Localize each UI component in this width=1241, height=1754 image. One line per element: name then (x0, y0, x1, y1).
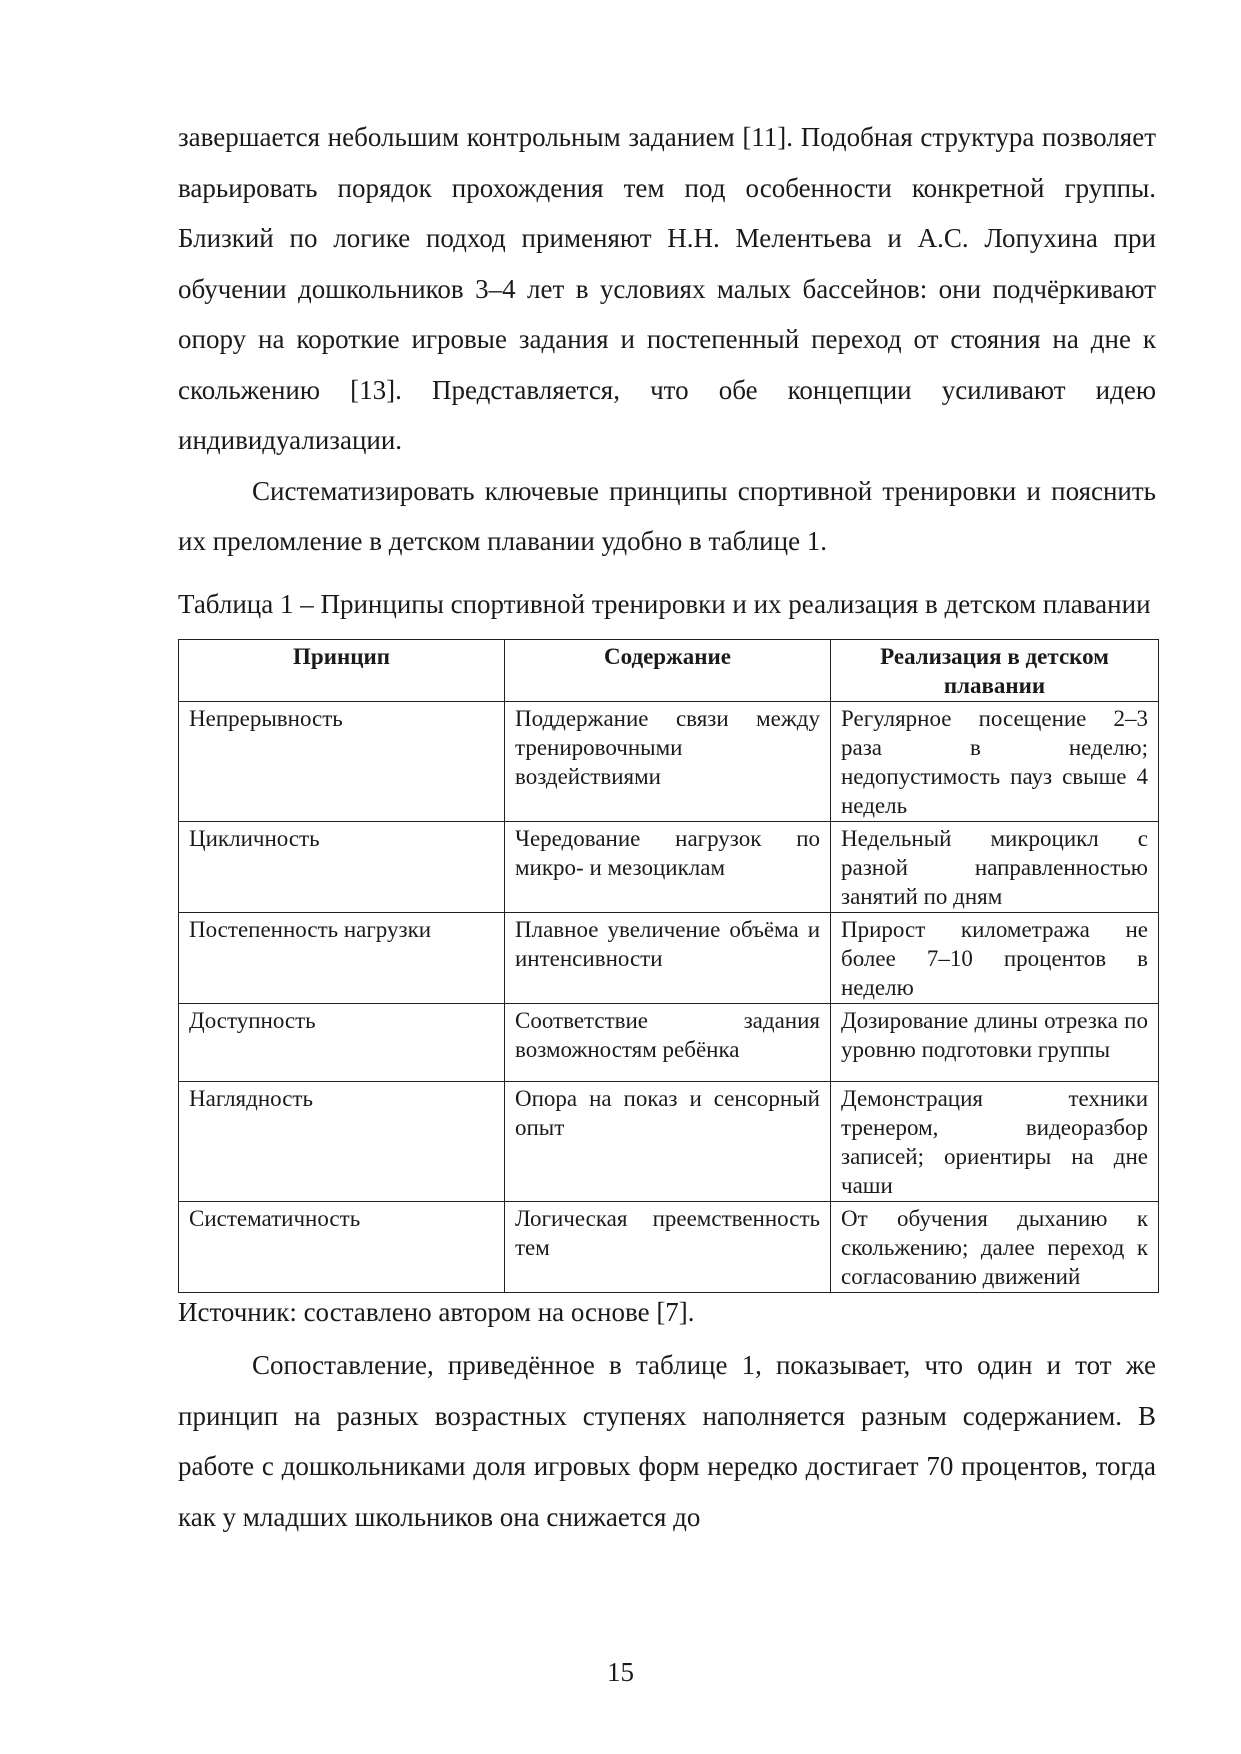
table-cell-content: Соответствие задания возможностям ребёнка (505, 1004, 831, 1082)
table-cell-content: Опора на показ и сенсорный опыт (505, 1082, 831, 1202)
table-row (179, 1082, 1159, 1202)
page-number: 15 (607, 1657, 634, 1687)
table-caption: Таблица 1 – Принципы спортивной тренировки и их реализация в детском плавании (178, 588, 1151, 619)
table-header-row (179, 640, 1159, 702)
column-header-implementation: Реализация в детском плавании (831, 640, 1159, 702)
table-row (179, 702, 1159, 822)
table-cell-principle: Систематичность (179, 1202, 505, 1293)
table-row (179, 822, 1159, 913)
table-cell-principle: Доступность (179, 1004, 505, 1082)
table-cell-principle: Постепенность нагрузки (179, 913, 505, 1004)
table-cell-implementation: Демонстрация техники тренером, видеоразбор записей; ориентиры на дне чаши (831, 1082, 1159, 1202)
principles-table (178, 639, 1159, 1293)
paragraph-3: Сопоставление, приведённое в таблице 1, показывает, что один и тот же принцип на разных возрастных ступенях наполняется разным содержанием. В работе с дошкольниками доля игровых форм нередко достигает 70 процентов, тогда как у младших школьников она снижается до (178, 1350, 1156, 1532)
column-header-principle: Принцип (179, 640, 505, 702)
table-cell-principle: Наглядность (179, 1082, 505, 1202)
paragraph-1: завершается небольшим контрольным заданием [11]. Подобная структура позволяет варьировать порядок прохождения тем под особенности конкретной группы. Близкий по логике подход применяют Н.Н. Мелентьева и А.С. Лопухина при обучении дошкольников 3–4 лет в условиях малых бассейнов: они подчёркивают опору на короткие игровые задания и постепенный переход от стояния на дне к скольжению [13]. Представляется, что обе концепции усиливают идею индивидуализации. (178, 122, 1156, 455)
table-cell-principle: Цикличность (179, 822, 505, 913)
table-cell-implementation: Недельный микроцикл с разной направленностью занятий по дням (831, 822, 1159, 913)
table-cell-implementation: Дозирование длины отрезка по уровню подготовки группы (831, 1004, 1159, 1082)
table-cell-content: Поддержание связи между тренировочными воздействиями (505, 702, 831, 822)
table-row (179, 1202, 1159, 1293)
column-header-content: Содержание (505, 640, 831, 702)
document-page (178, 112, 1156, 1542)
table-cell-content: Плавное увеличение объёма и интенсивности (505, 913, 831, 1004)
table-cell-content: Логическая преемственность тем (505, 1202, 831, 1293)
table-source-note: Источник: составлено автором на основе [7]. (178, 1297, 695, 1327)
table-cell-content: Чередование нагрузок по микро- и мезоциклам (505, 822, 831, 913)
table-cell-implementation: От обучения дыханию к скольжению; далее переход к согласованию движений (831, 1202, 1159, 1293)
table-cell-implementation: Регулярное посещение 2–3 раза в неделю; недопустимость пауз свыше 4 недель (831, 702, 1159, 822)
table-row (179, 913, 1159, 1004)
table-cell-implementation: Прирост километража не более 7–10 процентов в неделю (831, 913, 1159, 1004)
paragraph-2: Систематизировать ключевые принципы спортивной тренировки и пояснить их преломление в детском плавании удобно в таблице 1. (178, 475, 1156, 556)
table-row (179, 1004, 1159, 1082)
table-cell-principle: Непрерывность (179, 702, 505, 822)
